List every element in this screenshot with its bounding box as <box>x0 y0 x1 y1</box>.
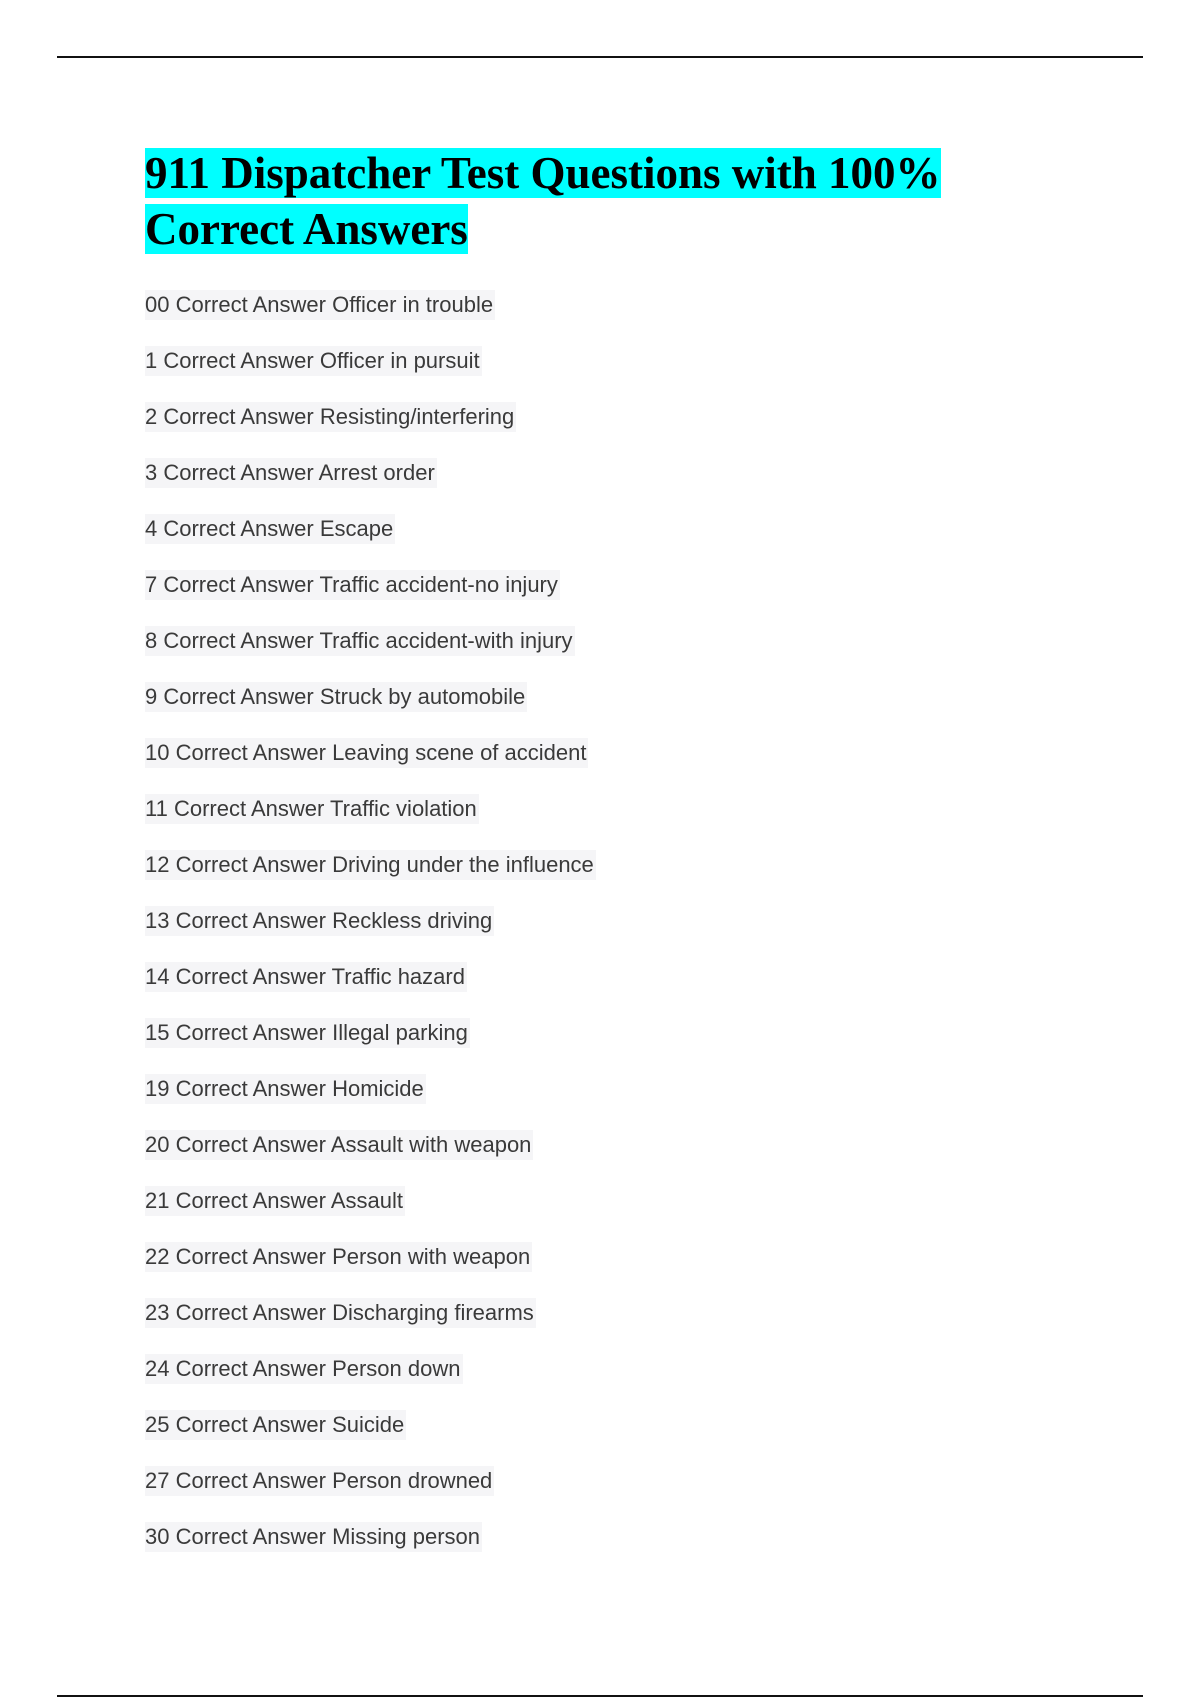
list-item-text: 7 Correct Answer Traffic accident-no injury <box>145 570 560 600</box>
list-item <box>145 669 1065 725</box>
list-item-text: 3 Correct Answer Arrest order <box>145 458 437 488</box>
document-title <box>145 145 1065 257</box>
list-item-text: 24 Correct Answer Person down <box>145 1354 463 1384</box>
answer-list <box>145 277 1065 1565</box>
list-item-text: 9 Correct Answer Struck by automobile <box>145 682 527 712</box>
list-item <box>145 557 1065 613</box>
list-item-text: 13 Correct Answer Reckless driving <box>145 906 494 936</box>
list-item-text: 00 Correct Answer Officer in trouble <box>145 290 495 320</box>
list-item-text: 10 Correct Answer Leaving scene of accident <box>145 738 588 768</box>
list-item-text: 8 Correct Answer Traffic accident-with injury <box>145 626 575 656</box>
list-item <box>145 1509 1065 1565</box>
list-item-text: 2 Correct Answer Resisting/interfering <box>145 402 516 432</box>
list-item <box>145 277 1065 333</box>
list-item-text: 27 Correct Answer Person drowned <box>145 1466 494 1496</box>
footer-rule <box>57 1695 1143 1697</box>
list-item-text: 1 Correct Answer Officer in pursuit <box>145 346 482 376</box>
list-item-text: 12 Correct Answer Driving under the influence <box>145 850 596 880</box>
list-item-text: 22 Correct Answer Person with weapon <box>145 1242 532 1272</box>
list-item <box>145 781 1065 837</box>
list-item <box>145 445 1065 501</box>
document-body <box>145 145 1065 1565</box>
list-item <box>145 1285 1065 1341</box>
list-item-text: 30 Correct Answer Missing person <box>145 1522 482 1552</box>
list-item <box>145 333 1065 389</box>
list-item-text: 4 Correct Answer Escape <box>145 514 395 544</box>
list-item-text: 19 Correct Answer Homicide <box>145 1074 426 1104</box>
list-item-text: 11 Correct Answer Traffic violation <box>145 794 479 824</box>
list-item <box>145 1453 1065 1509</box>
list-item <box>145 837 1065 893</box>
list-item <box>145 613 1065 669</box>
list-item <box>145 949 1065 1005</box>
list-item <box>145 501 1065 557</box>
list-item-text: 23 Correct Answer Discharging firearms <box>145 1298 536 1328</box>
list-item-text: 14 Correct Answer Traffic hazard <box>145 962 467 992</box>
list-item <box>145 1341 1065 1397</box>
title-line-1: 911 Dispatcher Test Questions with 100% <box>145 148 941 198</box>
list-item <box>145 1397 1065 1453</box>
list-item-text: 20 Correct Answer Assault with weapon <box>145 1130 533 1160</box>
list-item-text: 15 Correct Answer Illegal parking <box>145 1018 470 1048</box>
title-line-2: Correct Answers <box>145 204 468 254</box>
list-item <box>145 1229 1065 1285</box>
list-item <box>145 1061 1065 1117</box>
list-item <box>145 389 1065 445</box>
list-item <box>145 893 1065 949</box>
list-item <box>145 1005 1065 1061</box>
list-item-text: 21 Correct Answer Assault <box>145 1186 405 1216</box>
list-item <box>145 1117 1065 1173</box>
header-rule <box>57 56 1143 58</box>
list-item-text: 25 Correct Answer Suicide <box>145 1410 406 1440</box>
list-item <box>145 1173 1065 1229</box>
list-item <box>145 725 1065 781</box>
